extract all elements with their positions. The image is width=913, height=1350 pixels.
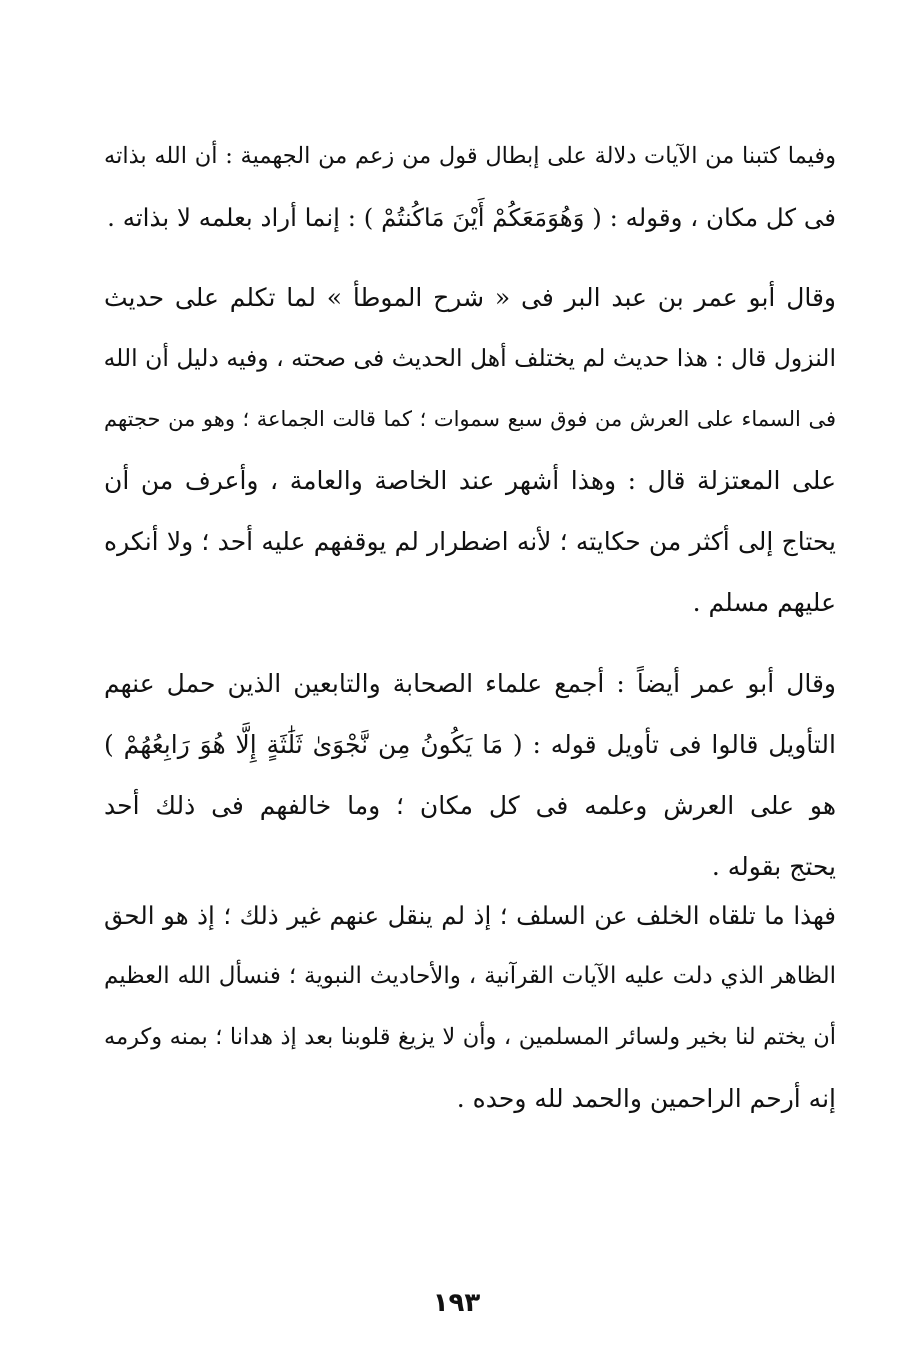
text-line: يحتاج إلى أكثر من حكايته ؛ لأنه اضطرار لم يوقفهم عليه أحد ؛ ولا أنكره bbox=[104, 527, 836, 556]
text-line: فى السماء على العرش من فوق سبع سموات ؛ كما قالت الجماعة ؛ وهو من حجتهم bbox=[104, 407, 836, 431]
text-line: أن يختم لنا بخير ولسائر المسلمين ، وأن لا يزيغ قلوبنا بعد إذ هدانا ؛ بمنه وكرمه bbox=[104, 1024, 836, 1050]
text-line: الظاهر الذي دلت عليه الآيات القرآنية ، والأحاديث النبوية ؛ فنسأل الله العظيم bbox=[104, 963, 836, 989]
page-number: ١٩٣ bbox=[432, 1288, 481, 1318]
text-line: يحتج بقوله . bbox=[711, 852, 836, 881]
paragraph-consensus-quote bbox=[104, 653, 836, 897]
text-line: إنه أرحم الراحمين والحمد لله وحده . bbox=[456, 1084, 836, 1113]
text-line: هو على العرش وعلمه فى كل مكان ؛ وما خالفهم فى ذلك أحد bbox=[104, 791, 836, 820]
paragraph-ibn-abd-al-barr-quote bbox=[104, 267, 836, 633]
text-line: على المعتزلة قال : وهذا أشهر عند الخاصة والعامة ، وأعرف من أن bbox=[104, 466, 836, 495]
text-line: فهذا ما تلقاه الخلف عن السلف ؛ إذ لم ينقل عنهم غير ذلك ؛ إذ هو الحق bbox=[104, 901, 836, 930]
text-line: النزول قال : هذا حديث لم يختلف أهل الحديث فى صحته ، وفيه دليل أن الله bbox=[104, 344, 836, 372]
paragraph-conclusion bbox=[104, 885, 836, 1129]
text-line: وقال أبو عمر بن عبد البر فى « شرح الموطأ » لما تكلم على حديث bbox=[104, 283, 836, 312]
text-line: التأويل قالوا فى تأويل قوله : ( مَا يَكُونُ مِن نَّجْوَىٰ ثَلَٰثَةٍ إِلَّا هُوَ رَابِعُهُمْ ) bbox=[104, 730, 836, 759]
text-line: عليهم مسلم . bbox=[692, 588, 836, 617]
paragraph-jahmiyya-refutation bbox=[104, 126, 836, 248]
text-line: وفيما كتبنا من الآيات دلالة على إبطال قول من زعم من الجهمية : أن الله بذاته bbox=[104, 143, 836, 169]
text-line: فى كل مكان ، وقوله : ( وَهُوَمَعَكُمْ أَيْنَ مَاكُنتُمْ ) : إنما أراد بعلمه لا بذاته . bbox=[107, 203, 836, 232]
text-line: وقال أبو عمر أيضاً : أجمع علماء الصحابة والتابعين الذين حمل عنهم bbox=[104, 669, 836, 698]
